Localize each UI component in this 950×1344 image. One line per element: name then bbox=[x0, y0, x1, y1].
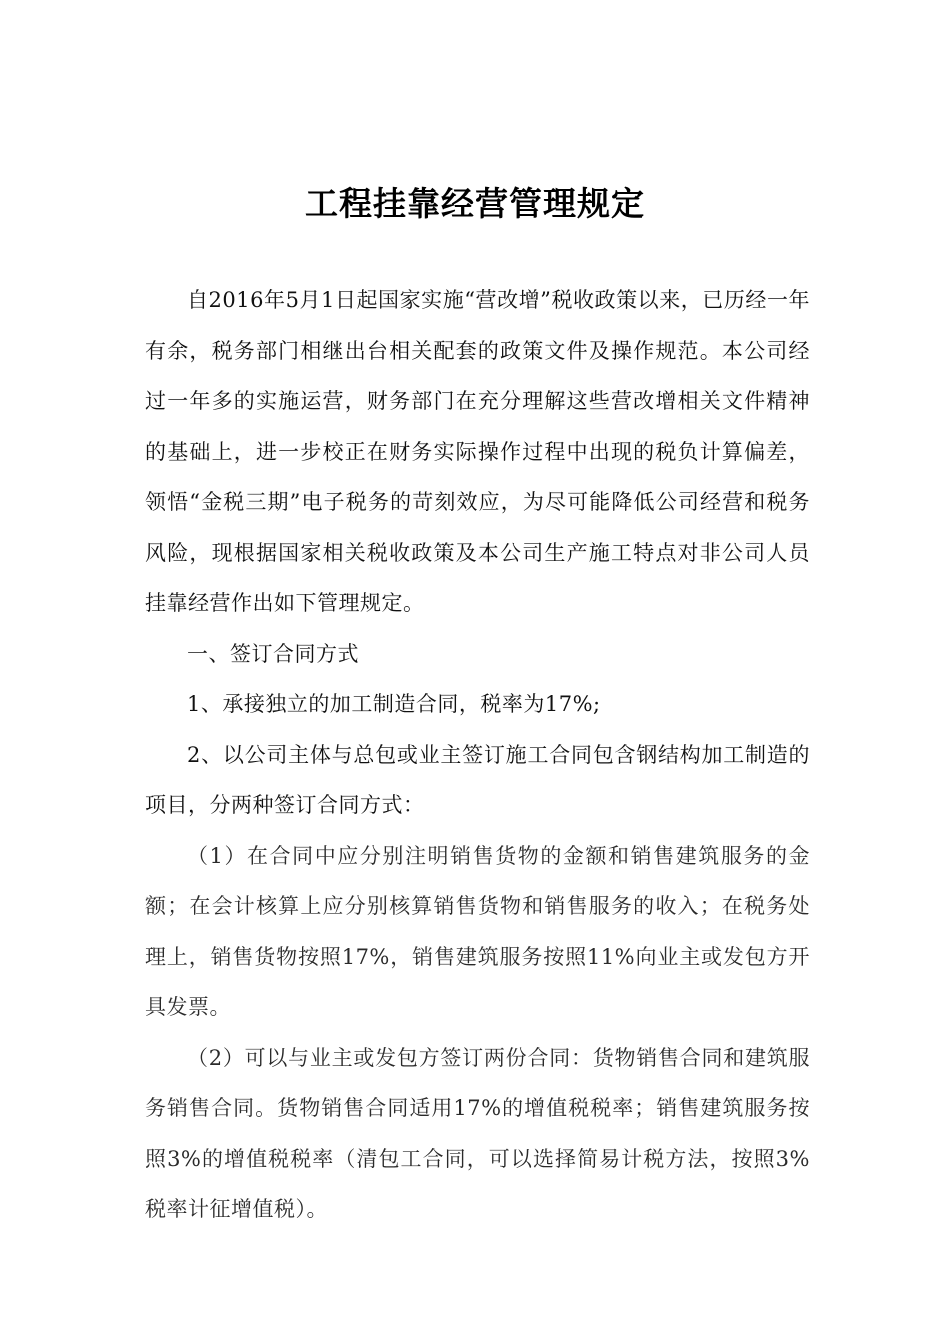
document-title: 工程挂靠经营管理规定 bbox=[305, 184, 645, 223]
sub-item-2: （2）可以与业主或发包方签订两份合同：货物销售合同和建筑服务销售合同。货物销售合同适用17%的增值税税率；销售建筑服务按照3%的增值税税率（清包工合同，可以选择简易计税方法，按照3%税率计征增值税）。 bbox=[145, 1045, 810, 1221]
list-item-2: 2、以公司主体与总包或业主签订施工合同包含钢结构加工制造的项目，分两种签订合同方式： bbox=[145, 742, 810, 817]
list-item-1: 1、承接独立的加工制造合同，税率为17%; bbox=[187, 692, 601, 716]
intro-paragraph: 自2016年5月1日起国家实施“营改增”税收政策以来，已历经一年有余，税务部门相继出台相关配套的政策文件及操作规范。本公司经过一年多的实施运营，财务部门在充分理解这些营改增相关文件精神的基础上，进一步校正在财务实际操作过程中出现的税负计算偏差，领悟“金税三期”电子税务的苛刻效应，为尽可能降低公司经营和税务风险，现根据国家相关税收政策及本公司生产施工特点对非公司人员挂靠经营作出如下管理规定。 bbox=[145, 288, 810, 615]
document-body bbox=[145, 275, 810, 1235]
sub-item-1: （1）在合同中应分别注明销售货物的金额和销售建筑服务的金额；在会计核算上应分别核算销售货物和销售服务的收入；在税务处理上，销售货物按照17%，销售建筑服务按照11%向业主或发包方开具发票。 bbox=[145, 843, 810, 1019]
section-heading-contract-method: 一、签订合同方式 bbox=[187, 641, 359, 666]
